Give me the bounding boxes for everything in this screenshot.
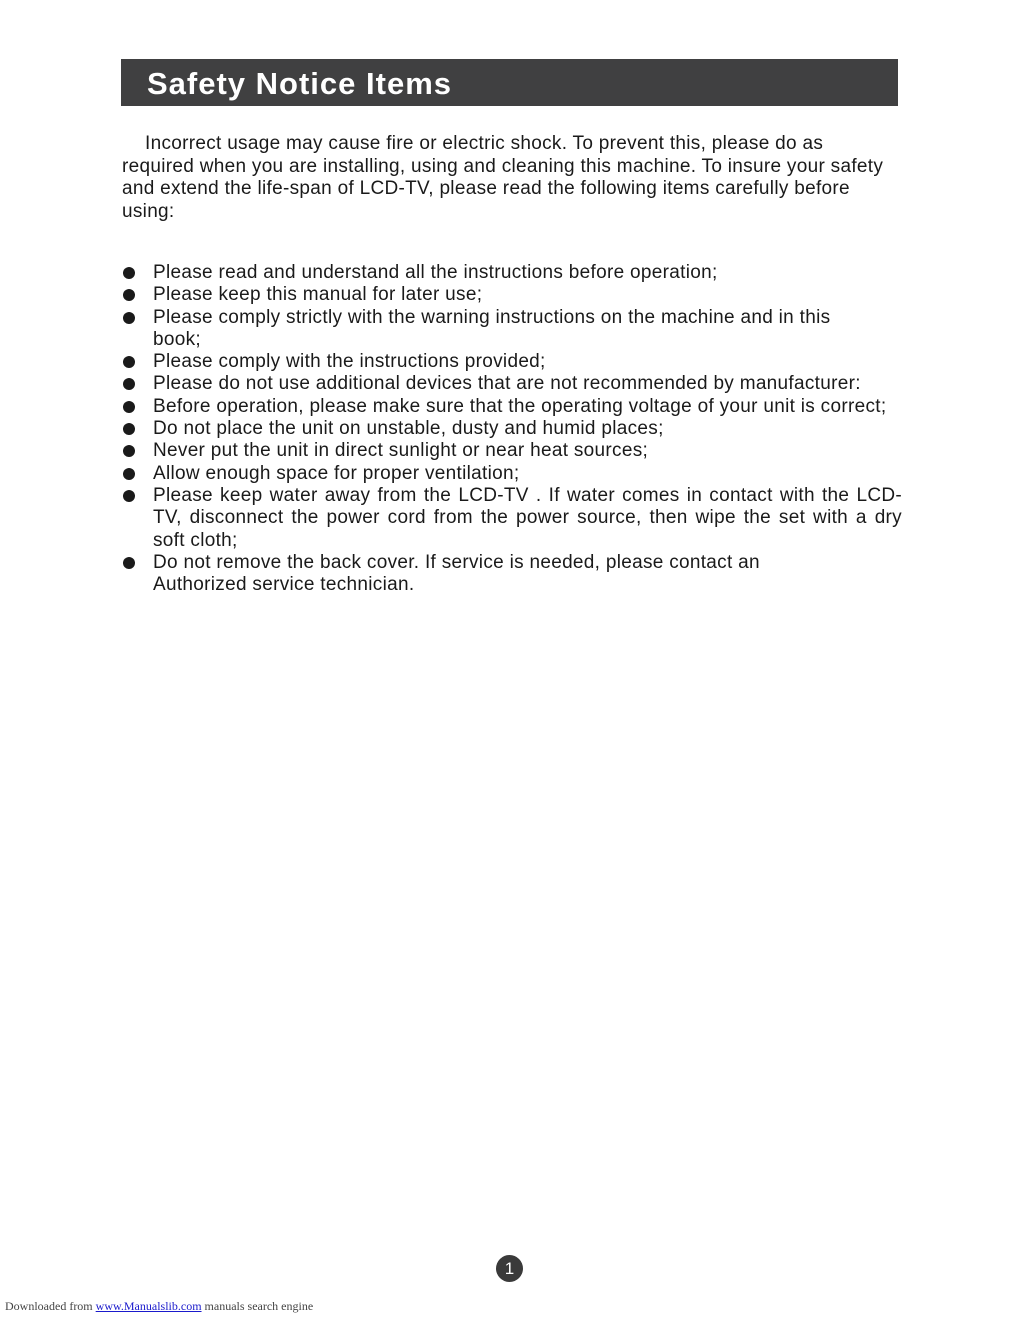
list-item-text: Please keep water away from the LCD-TV . If water comes in contact with the LCD-TV, disconnect the power cord from the power source, then wipe the set with a dry soft cloth; <box>153 484 902 551</box>
intro-paragraph <box>122 133 900 223</box>
list-item-text: Please comply strictly with the warning instructions on the machine and in this book; <box>153 306 831 350</box>
bullet-icon <box>123 445 135 457</box>
safety-list <box>122 262 902 596</box>
bullet-icon <box>123 423 135 435</box>
bullet-icon <box>123 267 135 279</box>
bullet-icon <box>123 289 135 301</box>
intro-text: Incorrect usage may cause fire or electric shock. To prevent this, please do as required when you are installing, using and cleaning this machine. To insure your safety and extend the life-span of LCD-TV, please read the following items carefully before using: <box>122 133 884 222</box>
list-item-text: Please do not use additional devices that are not recommended by manufacturer: <box>153 373 861 395</box>
bullet-icon <box>123 557 135 569</box>
list-item <box>122 463 902 485</box>
list-item <box>122 440 902 462</box>
list-item-text: Please read and understand all the instructions before operation; <box>153 262 718 283</box>
list-item-text: Do not remove the back cover. If service is needed, please contact an Authorized service technician. <box>153 551 760 596</box>
list-item-text: Before operation, please make sure that the operating voltage of your unit is correct; <box>153 395 887 417</box>
list-item <box>122 485 902 552</box>
bullet-icon <box>123 378 135 390</box>
bullet-icon <box>123 356 135 368</box>
page-number: 1 <box>496 1255 523 1282</box>
bullet-icon <box>123 401 135 413</box>
list-item-text: Please keep this manual for later use; <box>153 284 483 306</box>
list-item <box>122 284 902 306</box>
list-item <box>122 418 902 440</box>
list-item-text: Please comply with the instructions provided; <box>153 351 546 373</box>
manualslib-link[interactable]: www.Manualslib.com <box>95 1299 202 1313</box>
list-item <box>122 552 902 597</box>
list-item <box>122 351 902 373</box>
section-title-bar <box>121 59 898 106</box>
list-item-text: Never put the unit in direct sunlight or near heat sources; <box>153 440 649 462</box>
list-item <box>122 373 902 395</box>
download-footer <box>5 1299 313 1314</box>
bullet-icon <box>123 468 135 480</box>
list-item-text: Allow enough space for proper ventilation; <box>153 462 520 484</box>
list-item <box>122 396 902 418</box>
list-item <box>122 262 902 284</box>
list-item <box>122 307 902 352</box>
list-item-text: Do not place the unit on unstable, dusty and humid places; <box>153 418 664 440</box>
bullet-icon <box>123 490 135 502</box>
bullet-icon <box>123 312 135 324</box>
footer-prefix: Downloaded from <box>5 1299 96 1313</box>
footer-suffix: manuals search engine <box>201 1299 314 1313</box>
page-title: Safety Notice Items <box>147 66 452 101</box>
